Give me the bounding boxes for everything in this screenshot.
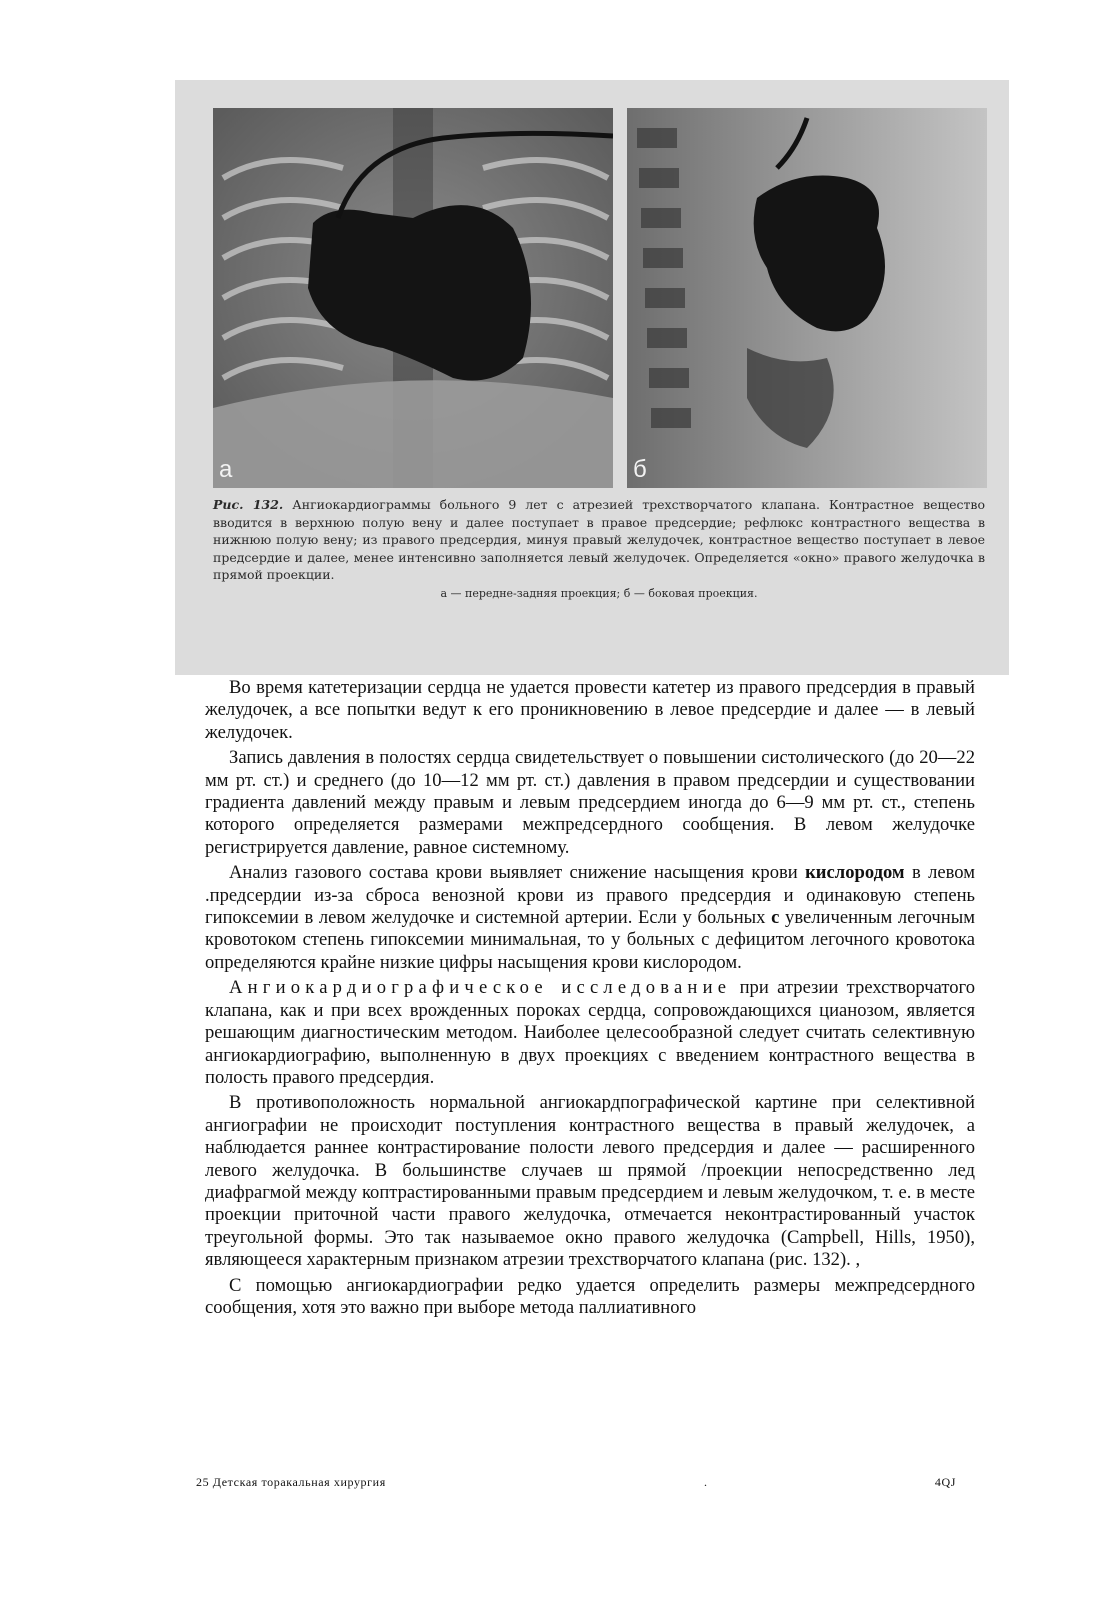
- blood-gas-text-3: увеличенным легочным кровотоком степень гипоксемии минимальная, то у больных с дефицитом легочного кровотока определяются крайне низкие цифры насыщения крови кислородом.: [205, 907, 975, 973]
- xray-lateral-picture: [627, 108, 987, 488]
- paragraph-septal-defect: С помощью ангиокардиографии редко удается определить размеры межпредсердного сообщения, хотя это важно при выборе метода паллиативного: [205, 1274, 975, 1318]
- angiography-spaced-term: Ангиокардиографическое исследование: [229, 977, 732, 999]
- caption-legend: а — передне-задняя проекция; б — боковая проекция.: [440, 586, 758, 600]
- page-footer: [196, 1475, 956, 1493]
- panel-label-b: б: [633, 456, 647, 483]
- angiography-text: при атрезии трехстворчатого клапана, как и при всех врожденных пороках сердца, сопровождающихся цианозом, является решающим диагностическим методом. Наиболее целесообразной следует считать селективную ангиокардиографию, выполненную в двух проекциях с введением контрастного вещества в полость правого предсердия.: [205, 977, 976, 1088]
- page-number: 4QJ: [934, 1475, 956, 1489]
- angiogram-frontal-image: [213, 108, 613, 488]
- angiogram-lateral-image: [627, 108, 987, 488]
- caption-label: Рис. 132.: [213, 497, 284, 512]
- figure-block: [175, 80, 1009, 675]
- paragraph-catheterization: Во время катетеризации сердца не удается провести катетер из правого предсердия в правый желудочек, а все попытки ведут к его проникновению в левое предсердие и далее — в левый желудочек.: [205, 677, 975, 743]
- caption-text: Ангиокардиограммы больного 9 лет с атрезией трехстворчатого клапана. Контрастное вещество вводится в верхнюю полую вену и далее поступает в правое предсердие; рефлюкс контрастного вещества в нижнюю полую вену; из правого предсердия, минуя правый желудочек, контрастное вещество поступает в левое предсердие и далее, менее интенсивно заполняется левый желудочек. Определяется «окно» правого желудочка в прямой проекции.: [213, 497, 985, 582]
- paragraph-angiography: [205, 977, 975, 1089]
- figure-caption: [213, 496, 985, 602]
- xray-frontal-picture: [213, 108, 613, 488]
- paragraph-blood-gas: [205, 862, 975, 974]
- blood-gas-bold-2: с: [771, 907, 780, 929]
- blood-gas-bold-1: кислородом: [805, 862, 905, 884]
- footer-signature: 25 Детская торакальная хирургия: [196, 1475, 386, 1489]
- panel-label-a: а: [219, 456, 233, 483]
- paragraph-selective-angiography: В противоположность нормальной ангиокардпографической картине при селективной ангиографии не происходит поступления контрастного вещества в правый желудочек, а наблюдается раннее контрастирование полости левого предсердия и далее — расширенного левого желудочка. В большинстве случаев ш прямой /проекции непосредственно лед диафрагмой между коптрастированными правым предсердием и левым желудочком, т. е. в месте проекции приточной части правого желудочка, отмечается неконтрастированный участок треугольной формы. Это так называемое окно правого желудочка (Campbell, Hills, 1950), являющееся характерным признаком атрезии трехстворчатого клапана (рис. 132). ,: [205, 1092, 975, 1271]
- body-text: [205, 677, 975, 1322]
- blood-gas-text-1: Анализ газового состава крови выявляет снижение насыщения крови: [229, 862, 798, 884]
- footer-dot: .: [704, 1475, 708, 1489]
- paragraph-pressure: Запись давления в полостях сердца свидетельствует о повышении систолического (до 20—22 мм рт. ст.) и среднего (до 10—12 мм рт. ст.) давления в правом предсердии и существовании градиента давлений между правым и левым предсердием иногда до 6—9 мм рт. ст., степень которого определяется размерами межпредсердного сообщения. В левом желудочке регистрируется давление, равное системному.: [205, 747, 975, 858]
- blood-gas-text-2: в левом .предсердии из-за сброса венозной крови из правого предсердия и одинаковую степень гипоксемии в левом желудочке и системной артерии. Если у больных: [205, 862, 975, 929]
